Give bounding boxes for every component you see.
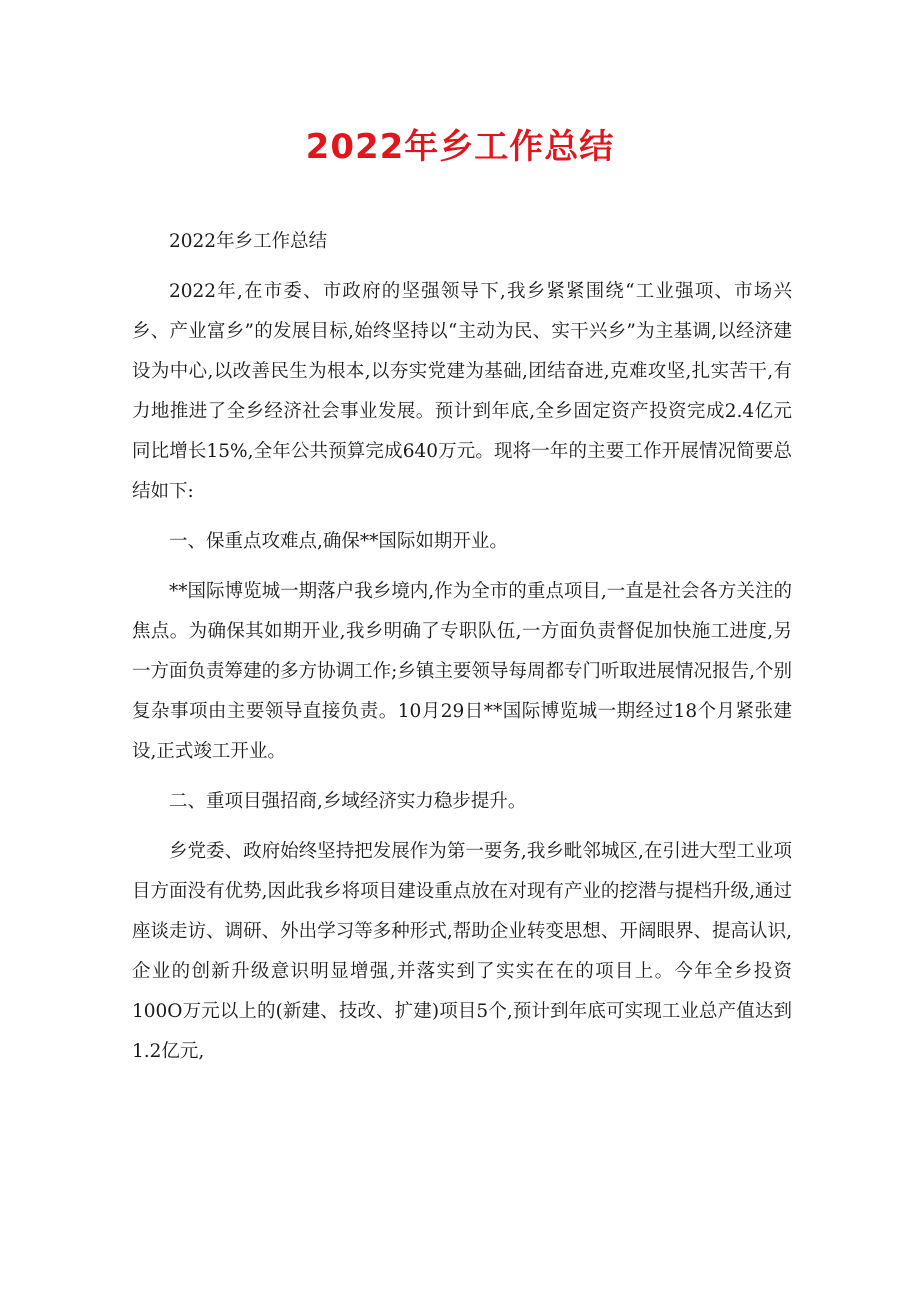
paragraph-intro: 2022年,在市委、市政府的坚强领导下,我乡紧紧围绕“工业强项、市场兴乡、产业富乡”的发展目标,始终坚持以“主动为民、实干兴乡”为主基调,以经济建设为中心,以改善民生为根本,以夯实党建为基础,团结奋进,克难攻坚,扎实苦干,有力地推进了全乡经济社会事业发展。预计到年底,全乡固定资产投资完成2.4亿元同比增长15%,全年公共预算完成640万元。现将一年的主要工作开展情况简要总结如下: bbox=[132, 281, 792, 502]
document-title: 2022年乡工作总结 bbox=[305, 127, 615, 167]
section-heading-2: 二、重项目强招商,乡域经济实力稳步提升。 bbox=[169, 791, 527, 812]
paragraph-section-2: 乡党委、政府始终坚持把发展作为第一要务,我乡毗邻城区,在引进大型工业项目方面没有优势,因此我乡将项目建设重点放在对现有产业的挖潜与提档升级,通过座谈走访、调研、外出学习等多种形式,帮助企业转变思想、开阔眼界、提高认识,企业的创新升级意识明显增强,并落实到了实实在在的项目上。今年全乡投资100O万元以上的(新建、技改、扩建)项目5个,预计到年底可实现工业总产值达到1.2亿元, bbox=[132, 841, 792, 1062]
paragraph-section-1: **国际博览城一期落户我乡境内,作为全市的重点项目,一直是社会各方关注的焦点。为确保其如期开业,我乡明确了专职队伍,一方面负责督促加快施工进度,另一方面负责筹建的多方协调工作;乡镇主要领导每周都专门听取进展情况报告,个别复杂事项由主要领导直接负责。10月29日**国际博览城一期经过18个月紧张建设,正式竣工开业。 bbox=[132, 581, 792, 762]
document-body bbox=[132, 222, 792, 1082]
document-subtitle: 2022年乡工作总结 bbox=[169, 231, 328, 252]
section-heading-1: 一、保重点攻难点,确保**国际如期开业。 bbox=[169, 531, 508, 552]
